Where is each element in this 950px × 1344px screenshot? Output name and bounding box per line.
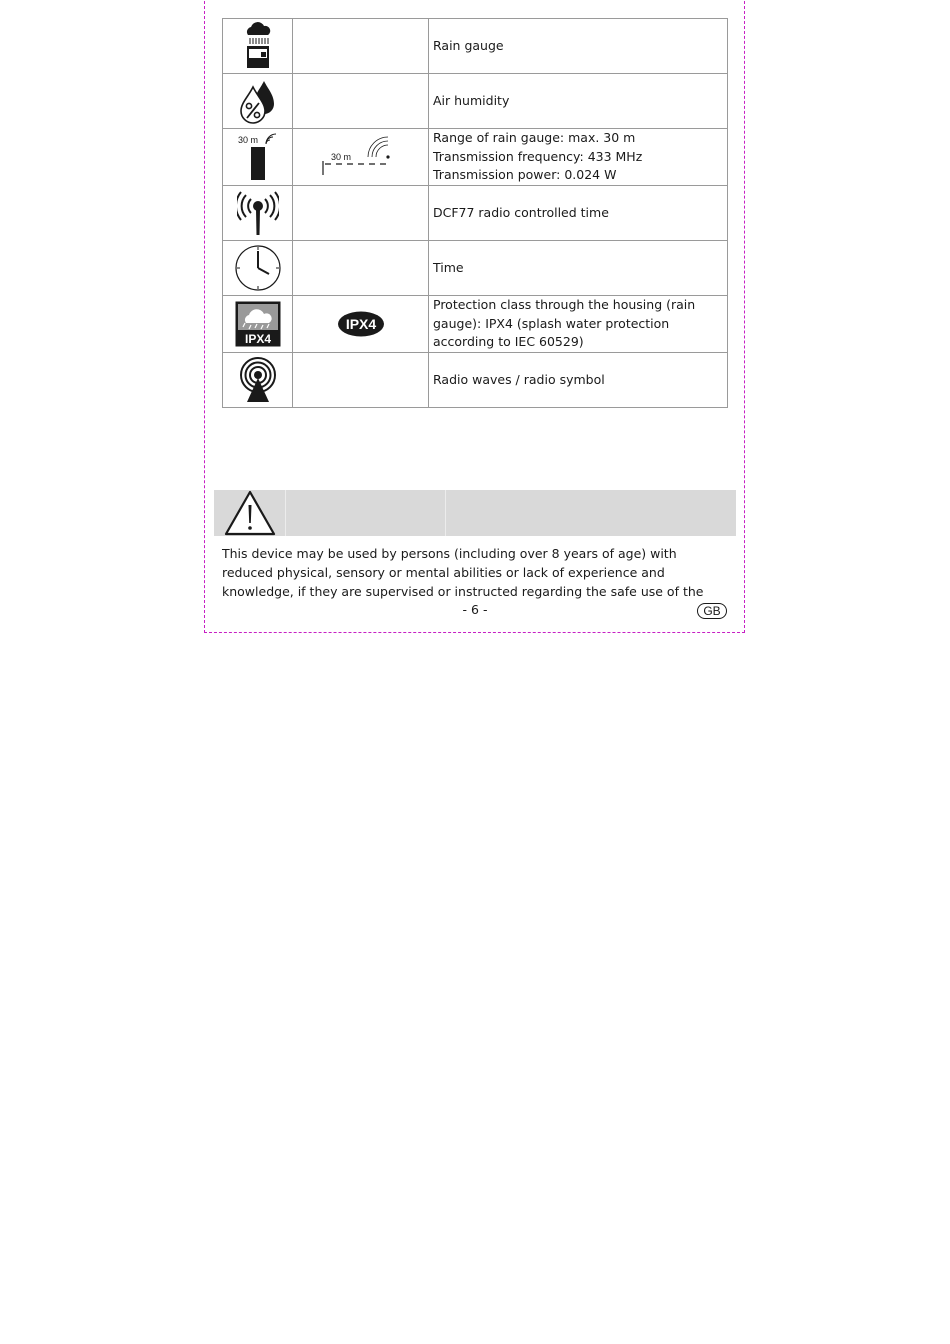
- illustration-cell: [293, 129, 429, 186]
- symbols-table: [222, 18, 728, 408]
- illustration-cell: [293, 74, 429, 129]
- description-cell: Rain gauge: [429, 19, 728, 74]
- table-row: [223, 186, 728, 241]
- icon-cell: [223, 353, 293, 408]
- table-row: [223, 74, 728, 129]
- range-diagram: [321, 135, 401, 179]
- illustration-cell: [293, 19, 429, 74]
- body-text: This device may be used by persons (including over 8 years of age) with reduced physical, sensory or mental abilities or lack of experience and knowledge, if they are supervised or instructed regarding the safe use of the: [222, 546, 704, 599]
- table-row: [223, 296, 728, 353]
- icon-cell: [223, 19, 293, 74]
- warning-triangle-icon: [224, 490, 276, 536]
- ipx4-icon: [235, 301, 281, 347]
- radio-waves-icon: [237, 356, 279, 404]
- rain-gauge-icon: [243, 22, 273, 70]
- transmission-range-icon: [236, 133, 280, 181]
- illustration-cell: [293, 186, 429, 241]
- description-cell: Range of rain gauge: max. 30 m Transmission frequency: 433 MHz Transmission power: 0.024 W: [429, 129, 728, 186]
- illustration-cell: [293, 241, 429, 296]
- ipx4-badge-label: IPX4: [345, 316, 376, 332]
- description-cell: Air humidity: [429, 74, 728, 129]
- table-row: [223, 241, 728, 296]
- table-row: [223, 353, 728, 408]
- country-badge: GB: [697, 603, 727, 619]
- illustration-cell: [293, 296, 429, 353]
- icon-cell: [223, 186, 293, 241]
- description-cell: DCF77 radio controlled time: [429, 186, 728, 241]
- radio-tower-icon: [237, 189, 279, 237]
- clock-icon: [234, 244, 282, 292]
- description-cell: Time: [429, 241, 728, 296]
- ipx4-badge: [337, 311, 385, 337]
- warning-bar: [214, 490, 736, 536]
- icon-cell: [223, 296, 293, 353]
- illustration-cell: [293, 353, 429, 408]
- ipx4-icon-label: IPX4: [244, 332, 271, 346]
- table-row: [223, 129, 728, 186]
- description-cell: Protection class through the housing (rain gauge): IPX4 (splash water protection according to IEC 60529): [429, 296, 728, 353]
- icon-range-label: 30 m: [237, 135, 258, 145]
- icon-cell: [223, 241, 293, 296]
- icon-cell: [223, 74, 293, 129]
- description-cell: Radio waves / radio symbol: [429, 353, 728, 408]
- page-number: - 6 -: [462, 602, 488, 617]
- warning-divider: [285, 490, 286, 536]
- range-label: 30 m: [330, 152, 351, 162]
- table-row: [223, 19, 728, 74]
- warning-divider: [445, 490, 446, 536]
- icon-cell: [223, 129, 293, 186]
- air-humidity-icon: [238, 77, 278, 125]
